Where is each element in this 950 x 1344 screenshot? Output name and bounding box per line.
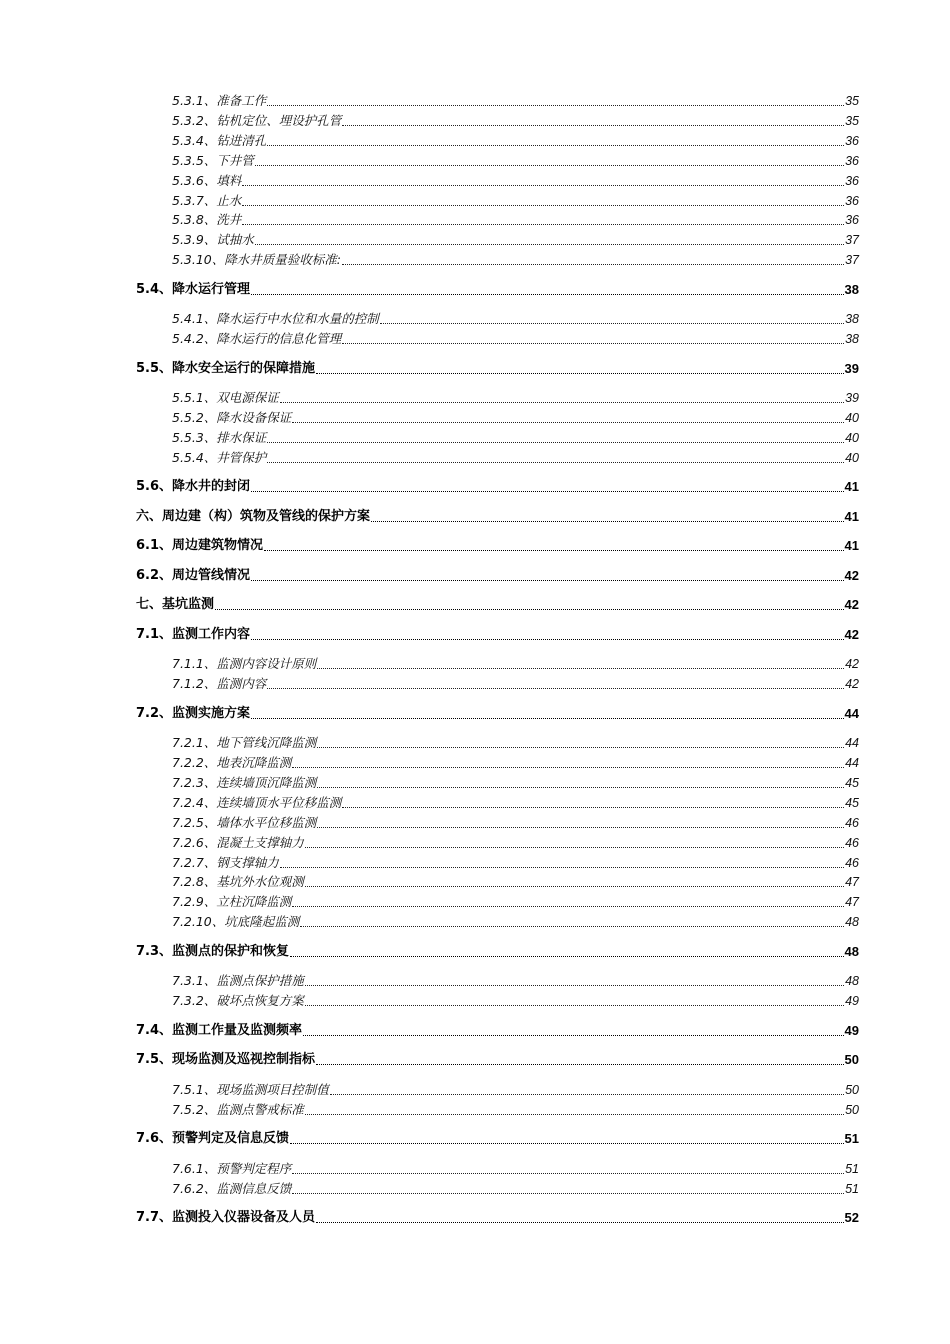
toc-page-number: 35	[845, 114, 859, 128]
toc-page-number: 47	[845, 895, 859, 909]
toc-entry-title: 7.5.2、监测点警戒标准	[172, 1102, 304, 1117]
toc-entry-title: 5.4、降水运行管理	[136, 282, 251, 297]
toc-sub-entry[interactable]	[172, 331, 859, 347]
toc-page-number: 36	[845, 154, 859, 168]
toc-entry-title: 5.3.9、试抽水	[172, 232, 254, 247]
toc-entry-title: 7.1、监测工作内容	[136, 627, 251, 642]
toc-dot-leader	[292, 906, 844, 907]
toc-dot-leader	[251, 580, 844, 581]
toc-dot-leader	[305, 1114, 844, 1115]
toc-heading-entry[interactable]	[136, 1023, 859, 1039]
toc-dot-leader	[255, 165, 844, 166]
toc-dot-leader	[267, 105, 844, 106]
toc-sub-entry[interactable]	[172, 113, 859, 129]
toc-entry-title: 5.3.7、止水	[172, 193, 242, 208]
toc-dot-leader	[292, 767, 844, 768]
toc-entry-title: 7.2.7、钢支撑轴力	[172, 855, 279, 870]
toc-sub-entry[interactable]	[172, 755, 859, 771]
toc-page-number: 47	[845, 875, 859, 889]
toc-dot-leader	[317, 787, 844, 788]
toc-entry-title: 7.5.1、现场监测项目控制值	[172, 1082, 329, 1097]
toc-sub-entry[interactable]	[172, 1102, 859, 1118]
toc-page-number: 44	[845, 756, 859, 770]
toc-page-number: 35	[845, 94, 859, 108]
toc-entry-title: 七、基坑监测	[136, 597, 215, 612]
toc-dot-leader	[264, 550, 844, 551]
toc-page-number: 38	[844, 282, 859, 297]
toc-entry-title: 7.6.1、预警判定程序	[172, 1161, 292, 1176]
toc-heading-entry[interactable]	[136, 509, 859, 525]
toc-entry-title: 5.3.8、洗井	[172, 212, 242, 227]
toc-sub-entry[interactable]	[172, 973, 859, 989]
toc-page-number: 36	[845, 194, 859, 208]
toc-dot-leader	[330, 1094, 844, 1095]
toc-heading-entry[interactable]	[136, 597, 859, 613]
toc-page-number: 51	[845, 1162, 859, 1176]
toc-page-number: 44	[845, 736, 859, 750]
toc-dot-leader	[267, 462, 844, 463]
toc-page-number: 42	[844, 597, 859, 612]
toc-dot-leader	[251, 639, 844, 640]
toc-sub-entry[interactable]	[172, 133, 859, 149]
toc-dot-leader	[317, 827, 844, 828]
toc-page-number: 46	[845, 816, 859, 830]
toc-heading-entry[interactable]	[136, 1210, 859, 1226]
toc-dot-leader	[371, 521, 844, 522]
toc-entry-title: 5.3.5、下井管	[172, 153, 254, 168]
toc-page-number: 44	[844, 706, 859, 721]
toc-page-number: 50	[845, 1083, 859, 1097]
toc-dot-leader	[380, 323, 844, 324]
toc-page-number: 46	[845, 836, 859, 850]
toc-dot-leader	[267, 688, 844, 689]
toc-sub-entry[interactable]	[172, 93, 859, 109]
toc-entry-title: 5.5.4、井管保护	[172, 450, 267, 465]
toc-page-number: 37	[845, 253, 859, 267]
toc-sub-entry[interactable]	[172, 1082, 859, 1098]
toc-sub-entry[interactable]	[172, 193, 859, 209]
toc-entry-title: 5.3.10、降水井质量验收标准:	[172, 252, 341, 267]
toc-sub-entry[interactable]	[172, 410, 859, 426]
toc-page-number: 41	[844, 479, 859, 494]
toc-dot-leader	[255, 244, 844, 245]
toc-entry-title: 7.3、监测点的保护和恢复	[136, 944, 290, 959]
toc-entry-title: 5.4.1、降水运行中水位和水量的控制	[172, 311, 379, 326]
toc-sub-entry[interactable]	[172, 173, 859, 189]
toc-dot-leader	[316, 1222, 844, 1223]
toc-dot-leader	[290, 956, 844, 957]
toc-page-number: 40	[845, 411, 859, 425]
toc-dot-leader	[317, 668, 844, 669]
toc-sub-entry[interactable]	[172, 212, 859, 228]
toc-page-number: 41	[844, 538, 859, 553]
toc-sub-entry[interactable]	[172, 855, 859, 871]
toc-page-number: 36	[845, 174, 859, 188]
toc-page-number: 42	[844, 568, 859, 583]
toc-sub-entry[interactable]	[172, 450, 859, 466]
toc-sub-entry[interactable]	[172, 894, 859, 910]
toc-entry-title: 5.5.3、排水保证	[172, 430, 267, 445]
toc-page-number: 36	[845, 134, 859, 148]
toc-entry-title: 7.2.2、地表沉降监测	[172, 755, 292, 770]
toc-page-number: 39	[844, 361, 859, 376]
toc-page-number: 36	[845, 213, 859, 227]
toc-page-number: 48	[845, 974, 859, 988]
toc-entry-title: 5.4.2、降水运行的信息化管理	[172, 331, 342, 346]
toc-entry-title: 6.1、周边建筑物情况	[136, 538, 264, 553]
toc-dot-leader	[215, 609, 844, 610]
toc-sub-entry[interactable]	[172, 914, 859, 930]
toc-sub-entry[interactable]	[172, 676, 859, 692]
toc-entry-title: 5.5、降水安全运行的保障措施	[136, 361, 316, 376]
toc-page-number: 52	[844, 1210, 859, 1225]
toc-entry-title: 7.2.9、立柱沉降监测	[172, 894, 292, 909]
toc-dot-leader	[342, 343, 844, 344]
toc-sub-entry[interactable]	[172, 835, 859, 851]
toc-entry-title: 7.6、预警判定及信息反馈	[136, 1131, 290, 1146]
toc-entry-title: 7.3.1、监测点保护措施	[172, 973, 304, 988]
toc-dot-leader	[267, 442, 844, 443]
toc-entry-title: 5.5.2、降水设备保证	[172, 410, 292, 425]
toc-page-number: 48	[845, 915, 859, 929]
toc-dot-leader	[242, 185, 844, 186]
toc-dot-leader	[280, 867, 844, 868]
toc-dot-leader	[342, 807, 844, 808]
toc-sub-entry[interactable]	[172, 1181, 859, 1197]
toc-page-number: 42	[845, 677, 859, 691]
toc-heading-entry[interactable]	[136, 361, 859, 377]
toc-dot-leader	[251, 491, 844, 492]
toc-dot-leader	[303, 1035, 844, 1036]
toc-page-number: 42	[845, 657, 859, 671]
toc-dot-leader	[290, 1143, 844, 1144]
toc-entry-title: 5.3.6、填料	[172, 173, 242, 188]
toc-entry-title: 7.4、监测工作量及监测频率	[136, 1023, 303, 1038]
toc-entry-title: 5.3.1、准备工作	[172, 93, 267, 108]
toc-dot-leader	[305, 1005, 844, 1006]
toc-dot-leader	[242, 224, 844, 225]
toc-dot-leader	[292, 422, 844, 423]
toc-dot-leader	[342, 264, 844, 265]
toc-page-number: 50	[845, 1103, 859, 1117]
toc-entry-title: 7.2.10、坑底隆起监测	[172, 914, 300, 929]
toc-page-number: 38	[845, 332, 859, 346]
toc-page-number: 40	[845, 431, 859, 445]
toc-entry-title: 7.1.2、监测内容	[172, 676, 267, 691]
toc-entry-title: 7.2.4、连续墙顶水平位移监测	[172, 795, 342, 810]
toc-page-number: 51	[844, 1131, 859, 1146]
toc-dot-leader	[280, 402, 844, 403]
toc-entry-title: 7.2.5、墙体水平位移监测	[172, 815, 317, 830]
toc-dot-leader	[251, 718, 844, 719]
toc-sub-entry[interactable]	[172, 232, 859, 248]
toc-page-number: 49	[845, 994, 859, 1008]
toc-dot-leader	[316, 373, 844, 374]
toc-entry-title: 6.2、周边管线情况	[136, 568, 251, 583]
toc-entry-title: 5.3.4、钻进清孔	[172, 133, 267, 148]
toc-sub-entry[interactable]	[172, 775, 859, 791]
toc-sub-entry[interactable]	[172, 252, 859, 268]
toc-dot-leader	[267, 145, 844, 146]
toc-entry-title: 7.1.1、监测内容设计原则	[172, 656, 317, 671]
toc-entry-title: 5.5.1、双电源保证	[172, 390, 279, 405]
toc-sub-entry[interactable]	[172, 656, 859, 672]
toc-heading-entry[interactable]	[136, 538, 859, 554]
toc-entry-title: 7.5、现场监测及巡视控制指标	[136, 1052, 316, 1067]
toc-entry-title: 7.6.2、监测信息反馈	[172, 1181, 292, 1196]
toc-entry-title: 7.3.2、破坏点恢复方案	[172, 993, 304, 1008]
toc-sub-entry[interactable]	[172, 735, 859, 751]
toc-heading-entry[interactable]	[136, 706, 859, 722]
toc-heading-entry[interactable]	[136, 1131, 859, 1147]
toc-dot-leader	[242, 205, 844, 206]
toc-heading-entry[interactable]	[136, 944, 859, 960]
toc-dot-leader	[316, 1064, 844, 1065]
toc-sub-entry[interactable]	[172, 311, 859, 327]
toc-dot-leader	[305, 847, 844, 848]
toc-page-number: 38	[845, 312, 859, 326]
toc-entry-title: 六、周边建（构）筑物及管线的保护方案	[136, 509, 371, 524]
toc-page-number: 49	[844, 1023, 859, 1038]
toc-sub-entry[interactable]	[172, 390, 859, 406]
toc-page-number: 50	[844, 1052, 859, 1067]
toc-dot-leader	[251, 294, 844, 295]
toc-heading-entry[interactable]	[136, 282, 859, 298]
toc-heading-entry[interactable]	[136, 1052, 859, 1068]
toc-heading-entry[interactable]	[136, 627, 859, 643]
toc-dot-leader	[342, 125, 844, 126]
toc-page-number: 45	[845, 776, 859, 790]
toc-entry-title: 7.2.6、混凝土支撑轴力	[172, 835, 304, 850]
toc-dot-leader	[292, 1193, 844, 1194]
toc-entry-title: 7.2.3、连续墙顶沉降监测	[172, 775, 317, 790]
toc-dot-leader	[305, 985, 844, 986]
toc-dot-leader	[300, 926, 844, 927]
toc-heading-entry[interactable]	[136, 479, 859, 495]
toc-entry-title: 7.2.1、地下管线沉降监测	[172, 735, 317, 750]
toc-entry-title: 7.2.8、基坑外水位观测	[172, 874, 304, 889]
toc-entry-title: 7.2、监测实施方案	[136, 706, 251, 721]
toc-sub-entry[interactable]	[172, 815, 859, 831]
toc-page-number: 46	[845, 856, 859, 870]
toc-sub-entry[interactable]	[172, 430, 859, 446]
toc-dot-leader	[317, 747, 844, 748]
toc-entry-title: 7.7、监测投入仪器设备及人员	[136, 1210, 316, 1225]
toc-sub-entry[interactable]	[172, 993, 859, 1009]
toc-sub-entry[interactable]	[172, 795, 859, 811]
toc-entry-title: 5.3.2、钻机定位、埋设护孔管	[172, 113, 342, 128]
toc-heading-entry[interactable]	[136, 568, 859, 584]
toc-page-number: 51	[845, 1182, 859, 1196]
toc-page-number: 39	[845, 391, 859, 405]
toc-sub-entry[interactable]	[172, 1161, 859, 1177]
toc-page-number: 45	[845, 796, 859, 810]
toc-page-number: 40	[845, 451, 859, 465]
toc-page-number: 48	[844, 944, 859, 959]
toc-entry-title: 5.6、降水井的封闭	[136, 479, 251, 494]
toc-sub-entry[interactable]	[172, 874, 859, 890]
toc-dot-leader	[305, 886, 844, 887]
toc-dot-leader	[292, 1173, 844, 1174]
toc-page-number: 37	[845, 233, 859, 247]
toc-sub-entry[interactable]	[172, 153, 859, 169]
toc-page-number: 41	[844, 509, 859, 524]
toc-page-number: 42	[844, 627, 859, 642]
